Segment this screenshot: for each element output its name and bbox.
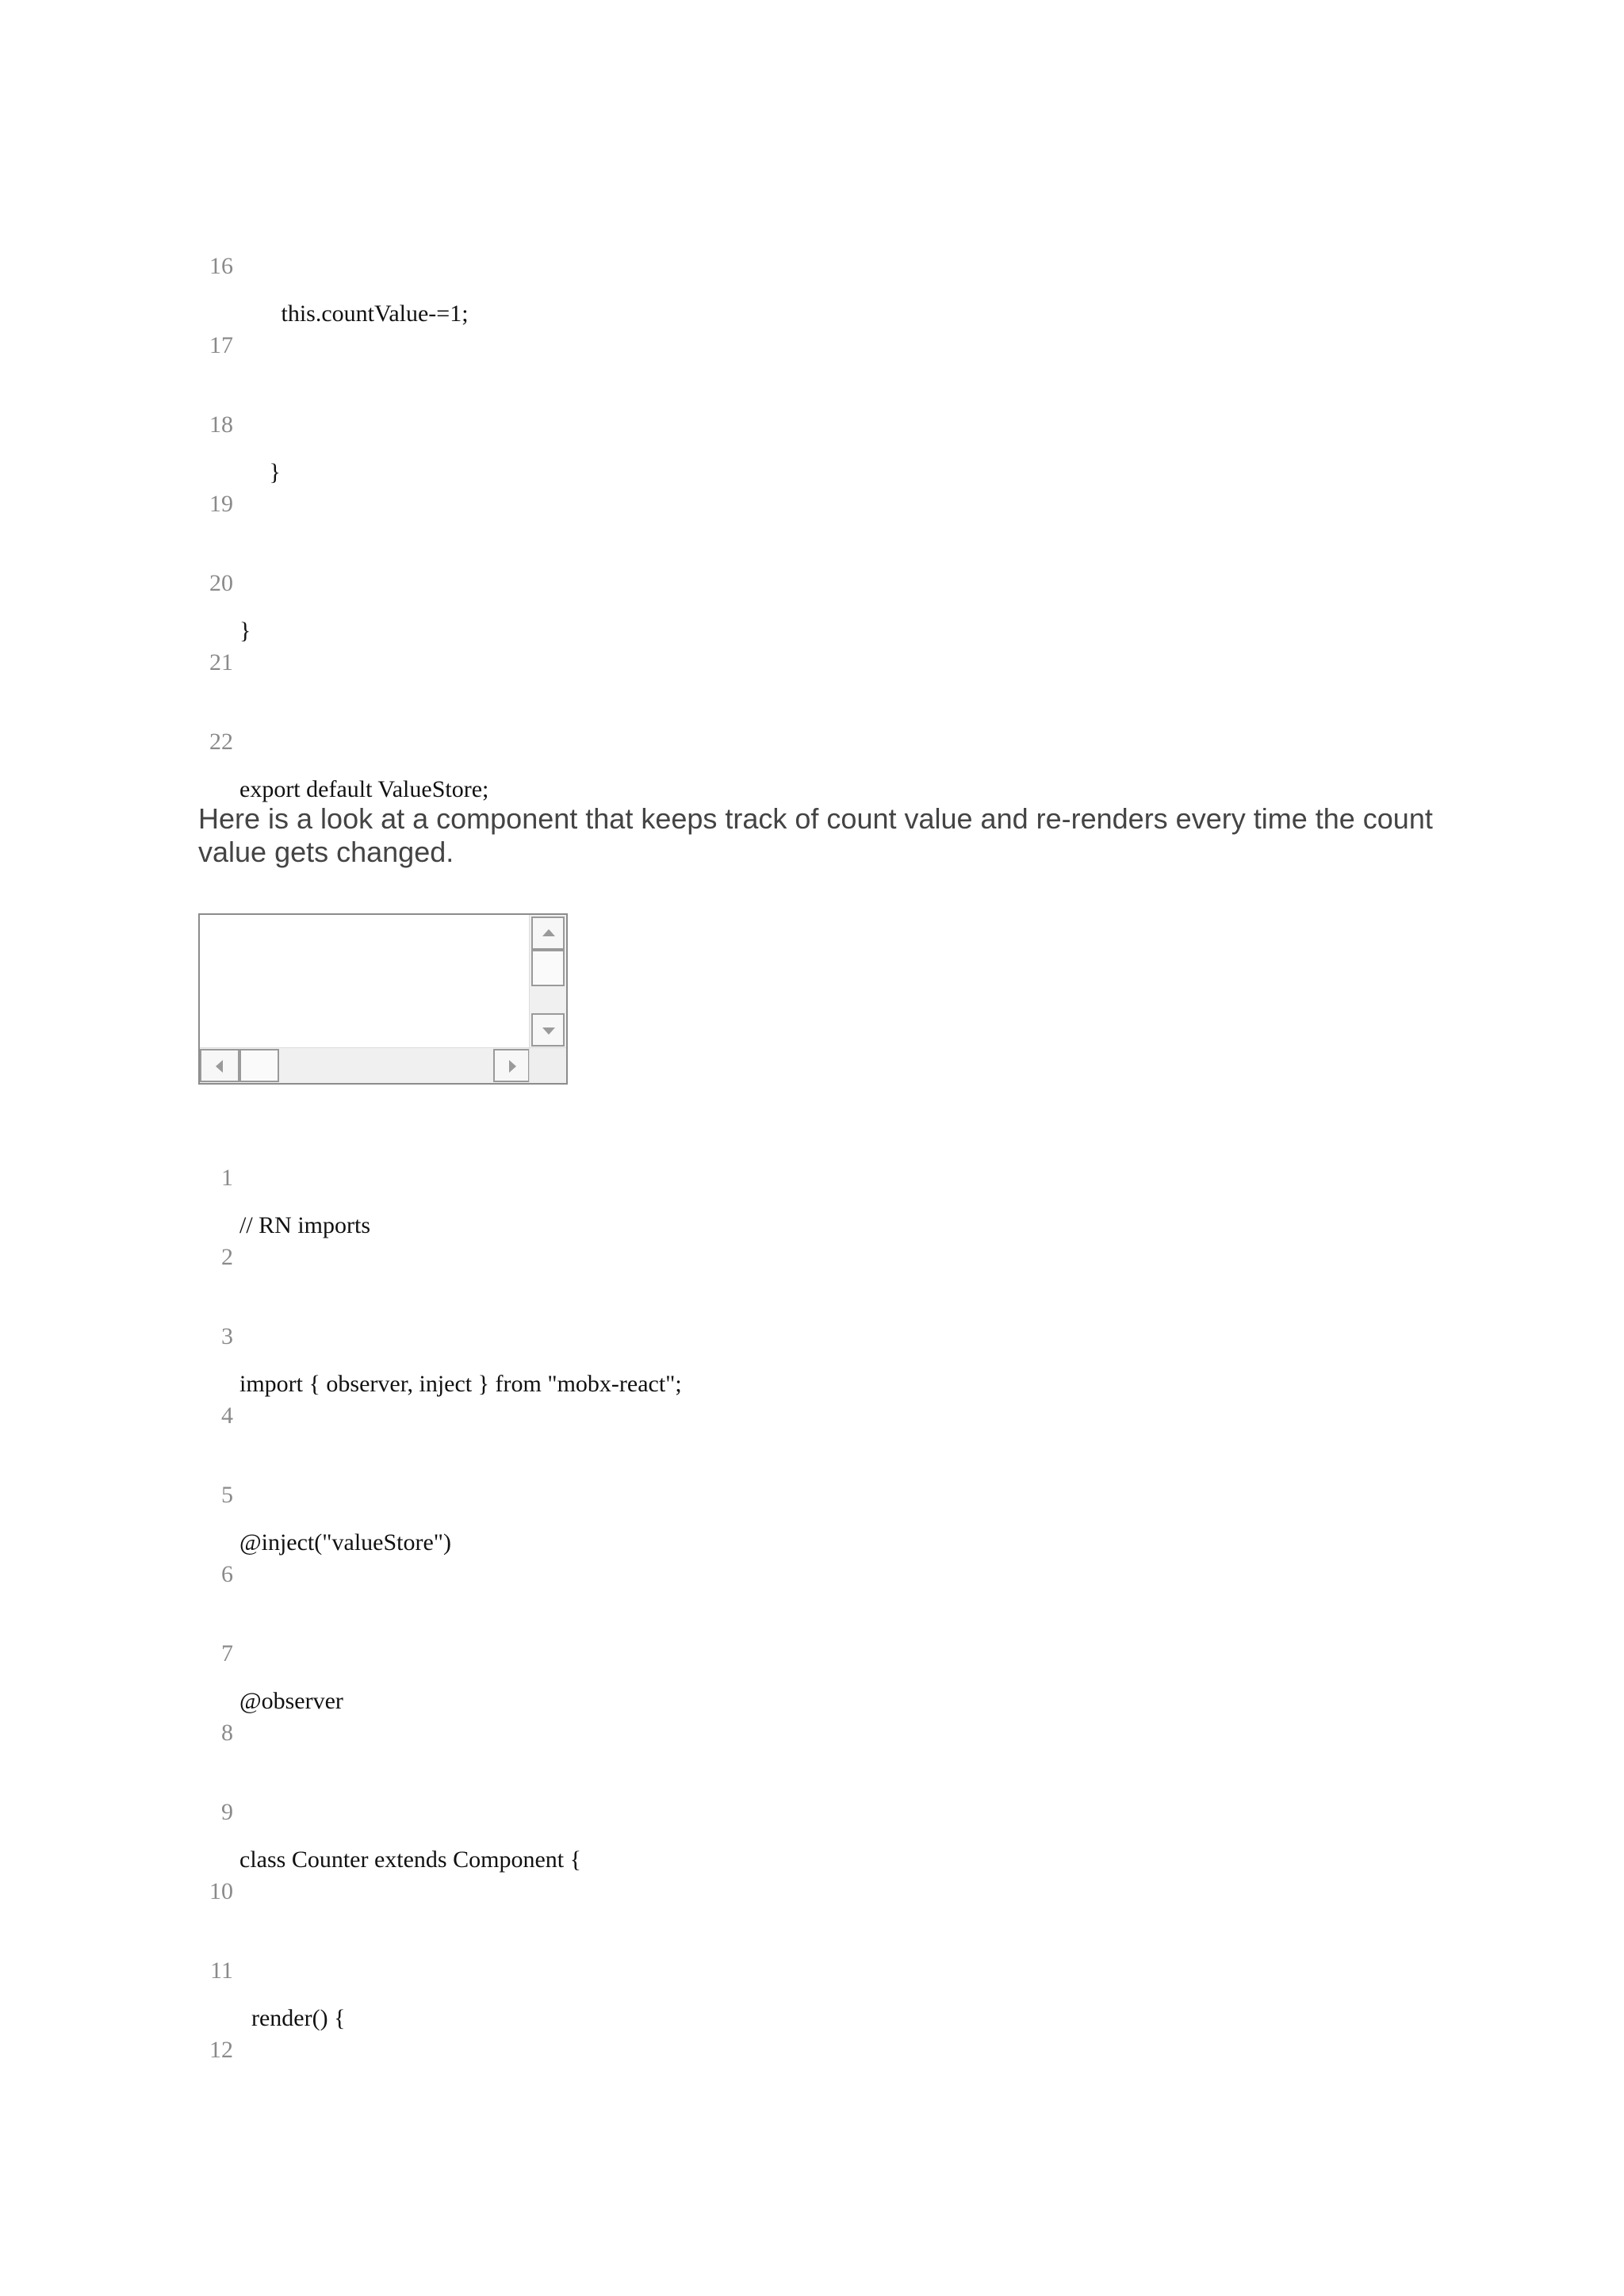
code-line bbox=[0, 1186, 233, 1270]
code-line bbox=[0, 433, 233, 517]
code-line bbox=[0, 195, 469, 327]
line-number: 22 bbox=[209, 729, 233, 755]
line-number: 16 bbox=[209, 253, 233, 279]
code-line bbox=[0, 1503, 233, 1587]
vertical-scrollbar[interactable] bbox=[529, 915, 566, 1050]
scrollbar-corner bbox=[529, 1047, 566, 1083]
body-paragraph: Here is a look at a component that keeps track of count value and re-renders every time the count value gets changed. bbox=[198, 802, 1433, 868]
vertical-scroll-thumb[interactable] bbox=[531, 950, 565, 986]
scroll-right-button[interactable] bbox=[493, 1049, 530, 1082]
code-text: this.countValue-=1; bbox=[239, 300, 469, 327]
line-number: 3 bbox=[221, 1323, 233, 1349]
line-number: 5 bbox=[221, 1482, 233, 1508]
line-number: 21 bbox=[209, 649, 233, 675]
code-line bbox=[0, 1107, 371, 1238]
line-number: 11 bbox=[210, 1957, 233, 1984]
code-text: @inject("valueStore") bbox=[239, 1529, 452, 1556]
scroll-down-button[interactable] bbox=[531, 1013, 565, 1047]
code-text: // RN imports bbox=[239, 1212, 371, 1238]
code-text: import { observer, inject } from "mobx-react"; bbox=[239, 1371, 682, 1397]
line-number: 7 bbox=[221, 1640, 233, 1667]
code-line bbox=[0, 1662, 233, 1746]
horizontal-scrollbar[interactable] bbox=[200, 1047, 531, 1083]
code-line bbox=[0, 1979, 233, 2063]
code-line bbox=[0, 1345, 233, 1429]
line-number: 8 bbox=[221, 1720, 233, 1746]
line-number: 18 bbox=[209, 411, 233, 438]
scroll-box[interactable] bbox=[198, 913, 568, 1085]
line-number: 20 bbox=[209, 570, 233, 596]
code-line bbox=[0, 1820, 233, 1904]
line-number: 17 bbox=[209, 332, 233, 358]
code-line bbox=[0, 671, 489, 802]
arrow-down-icon bbox=[542, 1027, 555, 1035]
line-number: 4 bbox=[221, 1402, 233, 1429]
code-text: } bbox=[239, 459, 281, 485]
code-line bbox=[0, 354, 281, 485]
code-text: class Counter extends Component { bbox=[239, 1846, 582, 1873]
line-number: 9 bbox=[221, 1799, 233, 1825]
line-number: 6 bbox=[221, 1561, 233, 1587]
code-text: @observer bbox=[239, 1688, 343, 1714]
code-line bbox=[0, 1265, 682, 1397]
code-line bbox=[0, 1741, 582, 1873]
horizontal-scroll-thumb[interactable] bbox=[239, 1049, 279, 1082]
arrow-up-icon bbox=[542, 929, 555, 936]
scroll-left-button[interactable] bbox=[200, 1049, 239, 1082]
line-number: 1 bbox=[221, 1165, 233, 1191]
line-number: 12 bbox=[209, 2037, 233, 2063]
line-number: 10 bbox=[209, 1878, 233, 1904]
arrow-left-icon bbox=[216, 1060, 223, 1073]
code-line bbox=[0, 1900, 346, 2031]
code-line bbox=[0, 1582, 343, 1714]
code-line bbox=[0, 591, 233, 675]
arrow-right-icon bbox=[509, 1060, 516, 1073]
code-text: } bbox=[239, 618, 251, 644]
line-number: 2 bbox=[221, 1244, 233, 1270]
line-number: 19 bbox=[209, 491, 233, 517]
code-line bbox=[0, 1424, 452, 1556]
code-line bbox=[0, 512, 251, 644]
code-text: export default ValueStore; bbox=[239, 776, 489, 802]
code-text: render() { bbox=[239, 2005, 346, 2031]
code-line bbox=[0, 274, 233, 358]
scroll-up-button[interactable] bbox=[531, 916, 565, 950]
